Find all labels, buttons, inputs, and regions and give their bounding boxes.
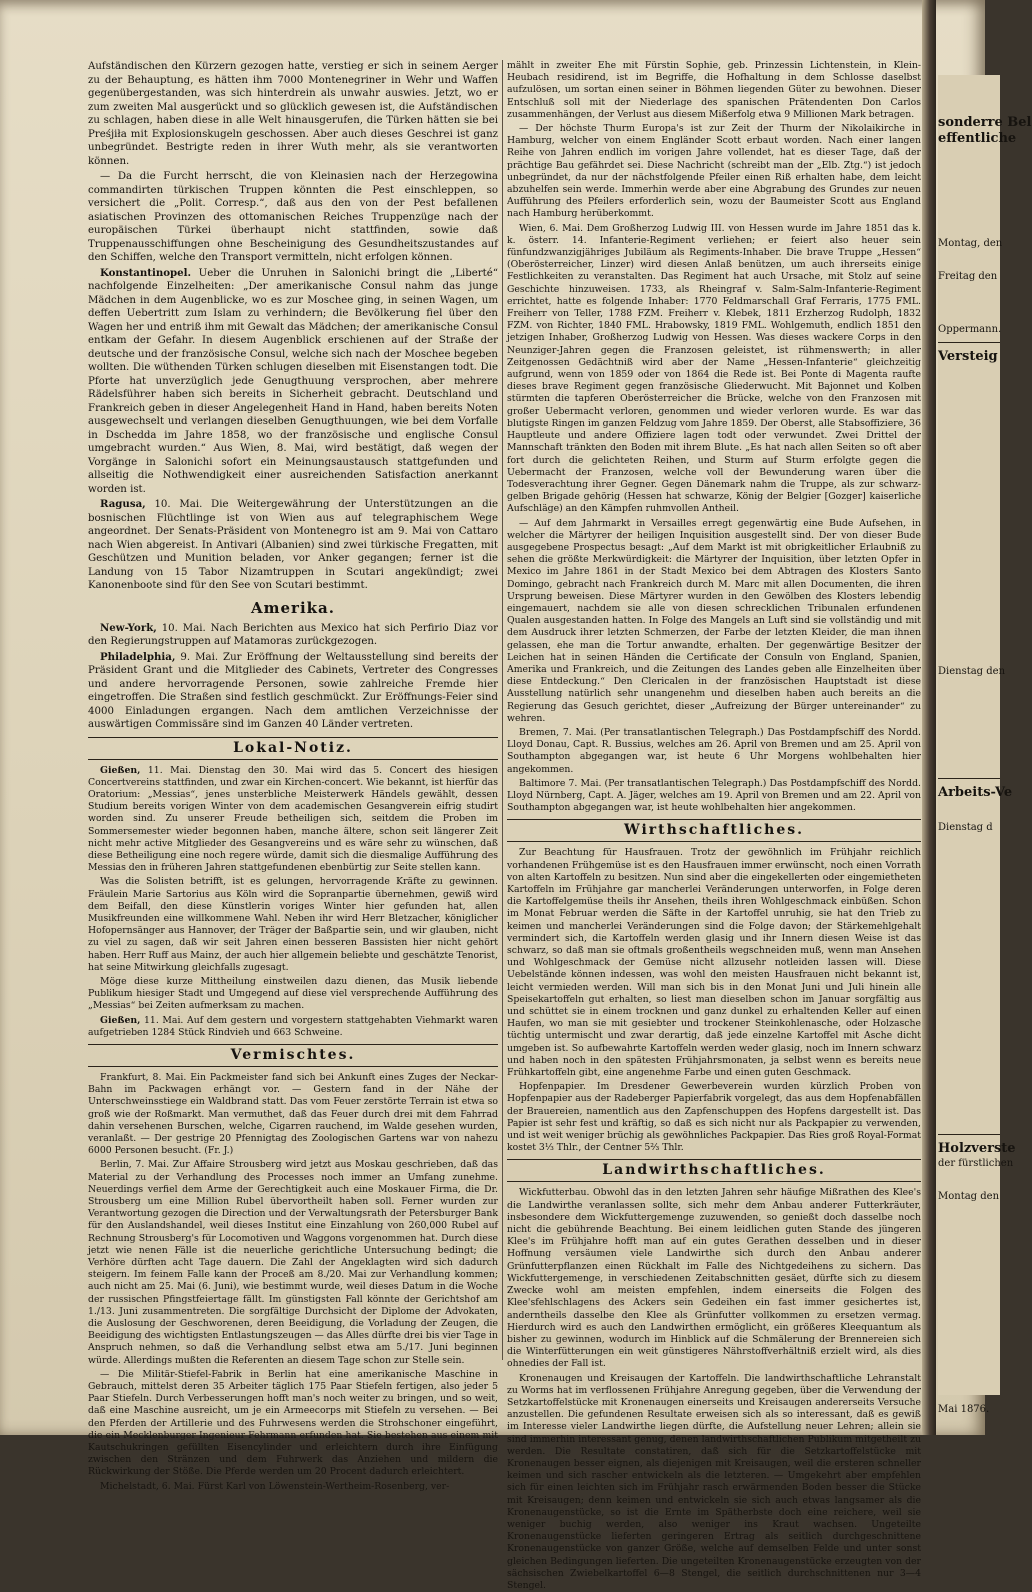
dateline-giessen-2: Gießen, [100, 1014, 141, 1026]
column-divider [502, 60, 503, 1360]
article-hausfrauen: Zur Beachtung für Hausfrauen. Trotz der gewöhnlich im Frühjahr reichlich vorhandenen Frühgemüse ist es den Hausfrauen immer erwünscht, noch einen Vorrath von alten Kartoffeln zu besitzen. Nun sind aber die eingekellerten oder eingemietheten Kartoffeln im Frühjahre gar mancherlei Veränderungen unterworfen, in Folge deren die Kartoffelgemüse theils ihr Ansehen, theils ihren Wohlgeschmack einbüßen. Schon im Monat Februar werden die Säfte in der Kartoffel unruhig, sie hat den Trieb zu keimen und mancherlei Veränderungen sind die Folge davon; der Stärkemehlgehalt vermindert sich, die Kartoffeln werden glasig und ihr Innern diesen Weise ist das schwarz, so daß man sie oftmals großentheils wegschneiden muß, wenn man Ansehen und Wohlgeschmack der Gemüse nicht allzusehr notleiden lassen will. Diese Uebelstände können indessen, was wohl den meisten Hausfrauen nicht bekannt ist, leicht vermieden werden. Will man sich bis in den Monat Juni und Juli hinein alle Speisekartoffeln gut erhalten, so liest man dieselben schon im Januar sorgfältig aus und schüttet sie in einem trocknen und ganz dunkel zu erhaltenden Keller auf einen Haufen, wo man sie mit gesiebter und trockener Steinkohlenasche, oder Holzasche tüchtig untermischt und zwar derartig, daß jede einzelne Kartoffel mit Asche dicht umgeben ist. So aufbewahrte Kartoffeln werden weder glasig, noch im Innern schwarz und haben noch in den spätesten Frühjahrsmonaten, ja selbst wenn es bereits neue Frühkartoffeln gibt, eine angenehme Farbe und einen guten Geschmack. [507, 847, 921, 1079]
article-loewenstein-cont: mählt in zweiter Ehe mit Fürstin Sophie, geb. Prinzessin Lichtenstein, in Klein-Heubach residirend, ist im Begriffe, die Hofhaltung in dem Schlosse daselbst aufzulösen, um sortan einen seiner in Böhmen liegenden Güter zu bewohnen. Dieser Entschluß soll mit der Niederlage des spanischen Prätendenten Don Carlos zusammenhängen, der Verlust aus diesem Mißerfolg etwa 9 Millionen Mark betragen. [507, 60, 921, 120]
article-philadelphia [88, 651, 498, 732]
article-stiefel-fabrik: — Die Militär-Stiefel-Fabrik in Berlin hat eine amerikanische Maschine in Gebrauch, mittelst deren 35 Arbeiter täglich 175 Paar Stiefeln fertigen, also jeder 5 Paar Stiefeln. Durch Verbesserungen hofft man's noch weiter zu bringen, und so weit, daß eine Maschine ausreicht, um je ein Armeecorps mit Stiefeln zu versehen. — Bei den Pferden der Artillerie und des Fuhrwesens werden die Strohschoner eingeführt, die ein Mecklenburger Ingenieur Fehrmann erfunden hat. Sie bestehen aus einem mit Kautschukringen gefüllten Eisencylinder und erleichtern durch ihre Einfügung zwischen den Stränzen und dem Fuhrwerk das Anziehen und mildern die Rückwirkung der Stöße. Die Pferde werden um 20 Procent dadurch erleichtert. [88, 1368, 498, 1478]
dateline-konstantinopel: Konstantinopel. [100, 266, 192, 279]
heading-wirthschaftliches: Wirthschaftliches. [507, 819, 921, 842]
article-kronenaugen: Kronenaugen und Kreisaugen der Kartoffeln. Die landwirthschaftliche Lehranstalt zu Worms hat im verflossenen Frühjahre Anregung gegeben, über die Verwendung der Setzkartoffelstücke mit Kronenaugen einerseits und Kreisaugen andererseits Versuche anzustellen. Die gefundenen Resultate erweisen sich als so interessant, daß es gewiß im Interesse vieler Landwirthe liegen dürfte, die Aufstellung neuer Lehren; allein sie sind immerhin interessant genug, denen landwirthschaftlichen Publikum mitgetheilt zu werden. Die Resultate constatiren, daß sich für die Setzkartoffelstücke mit Kronenaugen besser eignen, als diejenigen mit Kreisaugen, weil die ersteren schneller keimen und sich rascher entwickeln als die letzteren. — Umgekehrt aber empfehlen sich für einen leichten sich im Frühjahr rasch erwärmenden Boden besser die Stücke mit Kreisaugen; denn keimen und entwickeln sie sich auch etwas langsamer als die Kronenaugenstücke, so ist die Ernte im Spätherbste doch eine reichere, weil sie weniger buchig werden, also weniger ins Kraut wachsen. Ungeteilte Kronenaugenstücke lieferten geringeren Ertrag als seitlich durchgeschnittene Kronenaugenstücke von ganzer Größe, welche auf demselben Felde und unter sonst gleichen Bedingungen lieferten. Die ungeteilten Kronenaugenstücke erzeugten von der sächsischen Zwiebelkartoffel 6—8 Stengel, die seitlich durchschnittenen nur 3—4 Stengel. [507, 1372, 921, 1591]
article-ragusa-text: 10. Mai. Die Weitergewährung der Unterstützungen an die bosnischen Flüchtlinge ist von Wien aus auf telegraphischem Wege angeordnet. Der Senats-Präsident von Montenegro ist am 9. Mai von Cattaro nach Wien abgereist. In Antivari (Albanien) sind zwei türkische Fregatten, mit Geschützen und Munition beladen, vor Anker gegangen; ferner ist die Landung von 15 Tabor Nizamtruppen in Scutari angekündigt; zwei Kanonenboote sind für den See von Scutari bestimmt. [88, 499, 498, 591]
heading-vermischtes: Vermischtes. [88, 1044, 498, 1067]
article-nikolaikirche: — Der höchste Thurm Europa's ist zur Zeit der Thurm der Nikolaikirche in Hamburg, welcher von einem Engländer Scott erbaut worden. Nach einer langen Reihe von Jahren endlich im vorigen Jahre vollendet, hat es dieser Tage, daß der prächtige Bau gefährdet sei. Diese Nachricht (schreibt man der „Elb. Ztg.“) ist jedoch unbegründet, da nur der nächstfolgende Pfeiler einen Riß erhalten habe, dem leicht abzuhelfen sein werde. Immerhin werde aber eine Abgrabung des Grundes zur neuen Aufführung des Pfeilers erforderlich sein, wozu der Baumeister Scott aus England nach Hamburg herüberkommt. [507, 123, 921, 220]
article-berlin-strousberg: Berlin, 7. Mai. Zur Affaire Strousberg wird jetzt aus Moskau geschrieben, daß das Material zu der Verhandlung des Processes noch immer an Umfang zunehme. Neuerdings verfiel dem Arme der Gerechtigkeit auch eine Moskauer Firma, die Dr. Strousberg um eine Million Rubel übervortheilt haben soll. Ferner wurden zur Verantwortung gezogen die Direction und der Verwaltungsrath der Petersburger Bank für den Auslandshandel, weil dieses Institut eine Einzahlung von 260,000 Rubel auf Rechnung Strousberg's für Locomotiven und Waggons vorgenommen hat. Durch diese jetzt wie nenen Fälle ist die neuerliche gerichtliche Untersuchung bedingt; die Verhöre dürften acht Tage dauern. Die Zahl der Angeklagten wird sich dadurch steigern. Im feinem Falle kann der Proceß am 8./20. Mai zur Verhandlung kommen; auch nicht am 25. Mai (6. Juni), wie bestimmt wurde, weil dieses Datum in die Woche der russischen Pfingstfeiertage fällt. Im günstigsten Fall könnte der Gerichtshof am 1./13. Juni zusammentreten. Die sorgfältige Durchsicht der Diplome der Advokaten, die Auslosung der Geschworenen, deren Beeidigung, die Vorladung der Zeugen, die Beeidigung des wichtigsten Entlastungszeugen — das Alles dürfte drei bis vier Tage in Anspruch nehmen, so daß die Verhandlung selbst etwa am 5./17. Juni beginnen würde. Allerdings mußten die Referenten an diesem Tage schon zur Stelle sein. [88, 1159, 498, 1366]
margin-line-1: Montag, den [938, 238, 1003, 249]
article-bremen: Bremen, 7. Mai. (Per transatlantischen Telegraph.) Das Postdampfschiff des Nordd. Lloyd Donau, Capt. R. Bussius, welches am 26. April von Bremen und am 25. April von Southampton abgegangen war, ist heute 6 Uhr Morgens wohlbehalten hier angekommen. [507, 726, 921, 775]
article-baltimore: Baltimore 7. Mai. (Per transatlantischen Telegraph.) Das Postdampfschiff des Nordd. Lloyd Nürnberg, Capt. A. Jäger, welches am 19. April von Bremen und am 22. April von Southampton abgegangen war, ist heute wohlbehalten hier angekommen. [507, 777, 921, 814]
margin-line-2: Freitag den [938, 271, 998, 282]
article-ragusa [88, 498, 498, 593]
article-herzegovina-cont: Aufständischen den Kürzern gezogen hatte, verstieg er sich in seinem Aerger zu der Behauptung, es hätten ihm 7000 Montenegriner in Wehr und Waffen gegenübergestanden, was sich hinterdrein als unwahr auswies. Jetzt, wo er zum zweiten Mal ausgerückt und so glücklich gewesen ist, die Aufständischen zu schlagen, haben diese in alle Welt hinausgerufen, die Türken hätten sie bei Preśjiła mit Explosionskugeln geschossen. Aber auch dieses Geschrei ist ganz unbegründet. Bestrigte reden in ihrer Wuth mehr, als sie verantworten können. [88, 61, 498, 167]
margin-line-4: Dienstag den [938, 666, 1006, 677]
article-versailles: — Auf dem Jahrmarkt in Versailles erregt gegenwärtig eine Bude Aufsehen, in welcher die Märtyrer der heiligen Inquisition ausgestellt sind. Der von dieser Bude ausgegebene Prospectus besagt: „Auf dem Markt ist mit obrigkeitlicher Erlaubniß zu sehen die größte Merkwürdigkeit: die Märtyrer der Inquisition, über letzten Opfer in Mexico im Jahre 1861 in der Stadt Mexico bei dem Abtragen des Klosters Santo Domingo, gebracht nach Frankreich durch M. Marc mit allen Documenten, die ihren Ursprung beweisen. Diese Märtyrer wurden in den Gewölben des Klosters lebendig eingemauert, nachdem sie alle von diesen schrecklichen Tribunalen erfundenen Qualen ausgestanden hatten. In Folge des Mangels an Luft sind sie vollständig und mit dem Ausdruck ihrer letzten Schmerzen, der Farbe der letzten Kleider, die man ihnen gelassen, ehe man die Tortur anwandte, erhalten. Der gegenwärtige Besitzer der Leichen hat in seinen Händen die Certificate der Consuln von England, Spanien, Amerika und Frankreich, und die Zeitungen des Landes geben alle Einzelheiten über diese Entdeckung.“ Den Clericalen in der französischen Hauptstadt ist diese Ausstellung natürlich sehr unangenehm und dieselben haben auch bereits an die Regierung das Gesuch gerichtet, dieser „Aufreizung der Bürger untereinander“ zu wehren. [507, 517, 921, 724]
article-giessen-concert [88, 765, 498, 875]
margin-heading-2: effentliche [938, 131, 1017, 146]
article-konstantinopel-text: Ueber die Unruhen in Salonichi bringt die „Liberté“ nachfolgende Einzelheiten: „Der amerikanische Consul nahm das junge Mädchen in dem Augenblicke, wo es zur Moschee ging, in seinen Wagen, um deffen Uebertritt zum Islam zu verhindern; die Bevölkerung fiel über den Wagen her und entriß ihm mit Gewalt das Mädchen; der amerikanische Consul entkam der Gefahr. In diesem Augenblick erschienen auf der Straße der deutsche und der französische Consul, welche sich nach der Moschee begeben wollten. Die wüthenden Türken schlugen dieselben mit Eisenstangen todt. Die Pforte hat unverzüglich jede Genugthuung versprochen, aber mehrere Rädelsführer haben sich bereits in Sicherheit gebracht. Deutschland und Frankreich geben in dieser Angelegenheit Hand in Hand, haben bereits Noten ausgewechselt und verlangen dieselben Genugthuungen, wie bei dem Vorfalle in Dschedda im Jahre 1858, wo der französische und englische Consul umgebracht wurden.“ Aus Wien, 8. Mai, wird bestätigt, daß wegen der Vorgänge in Salonichi sofort ein Meinungsaustausch stattgefunden und allseitig die Nothwendigkeit einer ausreichenden Satisfaction anerkannt worden ist. [88, 267, 498, 495]
dateline-ragusa: Ragusa, [100, 498, 146, 510]
column-left [88, 60, 498, 1492]
article-philadelphia-text: 9. Mai. Zur Eröffnung der Weltausstellung sind bereits der Präsident Grant und die Mitglieder des Cabinets, Vertreter des Congresses und andere hervorragende Personen, sowie zahlreiche Fremde hier eingetroffen. Die Straßen sind festlich geschmückt. Zur Eröffnungs-Feier sind 4000 Einladungen ergangen. Nach dem amtlichen Verzeichnisse der auswärtigen Commissäre sind im Ganzen 40 Länder vertreten. [88, 651, 498, 730]
article-new-york-text: 10. Mai. Nach Berichten aus Mexico hat sich Perfirio Diaz vor den Regierungstruppen auf Matamoras zurückgezogen. [88, 622, 498, 647]
margin-rule-1 [938, 342, 1000, 343]
article-hopfenpapier: Hopfenpapier. Im Dresdener Gewerbeverein wurden kürzlich Proben von Hopfenpapier aus der Radeberger Papierfabrik vorgelegt, das aus dem Hopfenabfällen der Brauereien, namentlich aus den Zapfenschuppen des Hopfens dargestellt ist. Das Papier ist sehr fest und kräftig, so daß es sich nicht nur als Packpapier zu verwenden, und ist weit weniger brüchig als gewöhnliches Packpapier. Das Ries groß Royal-Format kostet 3⅓ Thlr., der Centner 5⅔ Thlr. [507, 1081, 921, 1154]
margin-heading-1: sonderre Bel [938, 115, 1032, 130]
dateline-philadelphia: Philadelphia, [100, 650, 176, 663]
vermischtes-section [88, 1072, 498, 1493]
article-new-york [88, 622, 498, 649]
margin-line-5: Dienstag d [938, 822, 993, 833]
article-frankfurt: Frankfurt, 8. Mai. Ein Packmeister fand sich bei Ankunft eines Zuges der Neckar-Bahn im Packwagen erhängt vor. — Gestern fand in der Nähe der Unterschweinsstiege ein Waldbrand statt. Das vom Feuer zerstörte Terrain ist etwa so groß wie der Roßmarkt. Man vermuthet, daß das Feuer durch drei mit dem Fahrrad dahin versehenen Burschen, welche, Cigarren rauchend, im Walde gesehen wurden, veranlaßt. — Der gestrige 20 Pfennigtag des Zoologischen Gartens war von nahezu 6000 Personen besucht. (Fr. J.) [88, 1071, 498, 1157]
margin-line-8: Mai 1876. [938, 1404, 990, 1415]
margin-rule-2 [938, 778, 1000, 779]
facing-page-margin [938, 75, 1032, 1415]
article-giessen-concert-text: 11. Mai. Dienstag den 30. Mai wird das 5. Concert des hiesigen Concertvereins stattfinden, und zwar ein Kirchen-concert. Wie bekannt, ist hierfür das Oratorium: „Messias“, jenes unsterbliche Meisterwerk Händels gewählt, dessen Studium bereits vorigen Winter von dem academischen Gesangverein eifrig studirt worden sind. Zu unserer Freude betheiligen sich, seitdem die Proben im Sommersemester wieder begonnen haben, manche ältere, schon seit längerer Zeit nicht mehr active Mitglieder des Gesangvereins und es wäre sehr zu wünschen, daß diese Betheiligung eine noch regere würde, damit sich die diesmalige Aufführung des Messias den in früheren Jahren stattgefundenen ebenbürtig zur Seite stellen kann. [88, 764, 498, 874]
margin-heading-3: Versteig [938, 349, 998, 364]
article-pest: — Da die Furcht herrscht, die von Kleinasien nach der Herzegowina commandirten türkischen Truppen könnten die Pest einschleppen, so versichert die „Polit. Corresp.“, daß aus den von der Pest befallenen asiatischen Provinzen des ottomanischen Reiches Truppenzüge nach der europäischen Türkei überhaupt nicht stattfinden, sowie daß Truppenausschiffungen ohne Bescheinigung des Gesundheitszustandes auf den Schiffen, welche den Transport vermitteln, nicht erfolgen können. [88, 171, 498, 263]
column-right [507, 60, 921, 1591]
article-konstantinopel [88, 267, 498, 497]
heading-lokal-notiz: Lokal-Notiz. [88, 737, 498, 760]
article-viehmarkt [88, 1015, 498, 1039]
heading-amerika: Amerika. [251, 598, 335, 617]
article-michelstadt: Michelstadt, 6. Mai. Fürst Karl von Löwenstein-Wertheim-Rosenberg, ver- [100, 1480, 450, 1492]
article-wickfutterbau: Wickfutterbau. Obwohl das in den letzten Jahren sehr häufige Mißrathen des Klee's die Landwirthe veranlassen sollte, sich mehr dem Anbau anderer Futterkräuter, insbesondere dem Wickfuttergemenge zuzuwenden, so genießt doch dasselbe noch nicht die gebührende Beachtung. Bei einem leidlichen guten Stande des jüngeren Klee's im Frühjahre hofft man auf ein gutes Gerathen desselben und in dieser Hoffnung versäumen viele Landwirthe sich durch den Anbau anderer Grünfutterpflanzen einen Rückhalt im Falle des Nichtgedeihens zu sichern. Das Wickfuttergemenge, in verschiedenen Zeitabschnitten gesäet, dürfte sich zu diesem Zwecke wohl am meisten empfehlen, indem einerseits die Folgen des Klee'sfehlschlagens des Ackers sein Gedeihen ein fast immer gesichertes ist, anderntheils dasselbe den Klee als Grünfutter vollkommen zu ersetzen vermag. Hierdurch wird es auch den Landwirthen ermöglicht, ein größeres Kleequantum als bisher zu gewinnen, wodurch im Hinblick auf die Schmälerung der Brennereien sich die Winterfütterungen ein weit günstigeres Nährstoffverhältniß erzielt wird, als dies ohnedies der Fall ist. [507, 1187, 921, 1370]
binding-gutter [922, 0, 936, 1435]
dateline-giessen-1: Gießen, [100, 764, 141, 776]
heading-landwirthschaftliches: Landwirthschaftliches. [507, 1159, 921, 1182]
margin-line-7: Montag den [938, 1191, 1000, 1202]
article-viehmarkt-text: 11. Mai. Auf dem gestern und vorgestern stattgehabten Viehmarkt waren aufgetrieben 1284 Stück Rindvieh und 663 Schweine. [88, 1014, 498, 1038]
dateline-new-york: New-York, [100, 621, 157, 634]
article-wien-regiment: Wien, 6. Mai. Dem Großherzog Ludwig III. von Hessen wurde im Jahre 1851 das k. k. österr. 14. Infanterie-Regiment verliehen; er feiert also heuer sein fünfundzwanzigjähriges Jubiläum als Regiments-Inhaber. Die brave Truppe „Hessen“ (Oberösterreicher, Linzer) wird diesen Anlaß benützen, um auch ihrerseits einige Festlichkeiten zu veranstalten. Das Regiment hat auch Ursache, mit Stolz auf seine Geschichte hinzuweisen. 1733, als Rheingraf v. Salm-Salm-Infanterie-Regiment errichtet, hatte es folgende Inhaber: 1770 Feldmarschall Graf Ferraris, 1775 FML. Freiherr von Teller, 1788 FZM. Freiherr v. Klebek, 1811 Erzherzog Rudolph, 1832 FZM. von Richter, 1840 FML. Hrabowsky, 1819 FML. Wohlgemuth, endlich 1851 den jetzigen Inhaber, Großherzog Ludwig von Hessen. Was dieses wackere Corps in den Neunziger-Jahren gegen die Franzosen geleistet, ist rühmenswerth; in aller Zeitgenossen Gedächtniß wird aber der Name „Hessen-Infanterie“ gleichzeitig aufgrund, wenn von 1859 oder von 1864 die Rede ist. Bei Ponte di Magenta raufte dieses brave Regiment gegen französische Gliederwucht. Mit Bajonnet und Kolben stürmten die tapferen Oberösterreicher die Brücke, welche von den Franzosen mit großer Uebermacht verloren, genommen und wieder verloren wurde. Es war das blutigste Ringen im ganzen Feldzug vom Jahre 1859. Der Oberst, alle Stabsoffiziere, 36 Hauptleute und andere Offiziere lagen todt oder verwundet. Zwei Drittel der Mannschaft tränkten den Boden mit ihrem Blute. „Es hat nach allen Seiten so oft aber fort durch die gelichteten Reihen, und Sturm auf Sturm erfolgte gegen die Uebermacht der Franzosen, welche voll der Bewunderung waren über die Todesverachtung ihrer Gegner. Gegen Dänemark nahm die Truppe, als zur schwarz-gelben Brigade gehörig (Hessen hat schwarze, König der Belgier [Gozger] kaiserliche Aufschläge) an den Kämpfen ruhmvollen Antheil. [507, 222, 921, 515]
margin-heading-4: Arbeits-Ve [938, 785, 1013, 800]
margin-rule-3 [938, 1134, 1000, 1135]
margin-line-3: Oppermann. [938, 324, 1002, 335]
article-messias: Möge diese kurze Mittheilung einstweilen dazu dienen, das Musik liebende Publikum hiesiger Stadt und Umgegend auf diese viel versprechende Aufführung des „Messias“ bei Zeiten aufmerksam zu machen. [88, 975, 498, 1012]
lokal-section [88, 765, 498, 1039]
article-solisten: Was die Solisten betrifft, ist es gelungen, hervorragende Kräfte zu gewinnen. Fräulein Marie Sartorius aus Köln wird die Sopranpartie übernehmen, gewiß wird dem Beifall, den diese Künstlerin voriges Winter hier gefunden hat, allen Musikfreunden eine willkommene Wahl. Neben ihr wird Herr Bletzacher, königlicher Hofopernsänger aus Hannover, der Träger der Baßpartie sein, und wir glauben, nicht zu viel zu sagen, daß wir seit Jahren einen besseren Bassisten hier nicht gehört haben. Herr Ruff aus Mainz, der auch hier allgemein beliebte und geschätzte Tenorist, hat seine Mitwirkung gleichfalls zugesagt. [88, 876, 498, 973]
margin-line-6: der fürstlichen [938, 1158, 1014, 1169]
margin-heading-5: Holzverste [938, 1141, 1016, 1156]
